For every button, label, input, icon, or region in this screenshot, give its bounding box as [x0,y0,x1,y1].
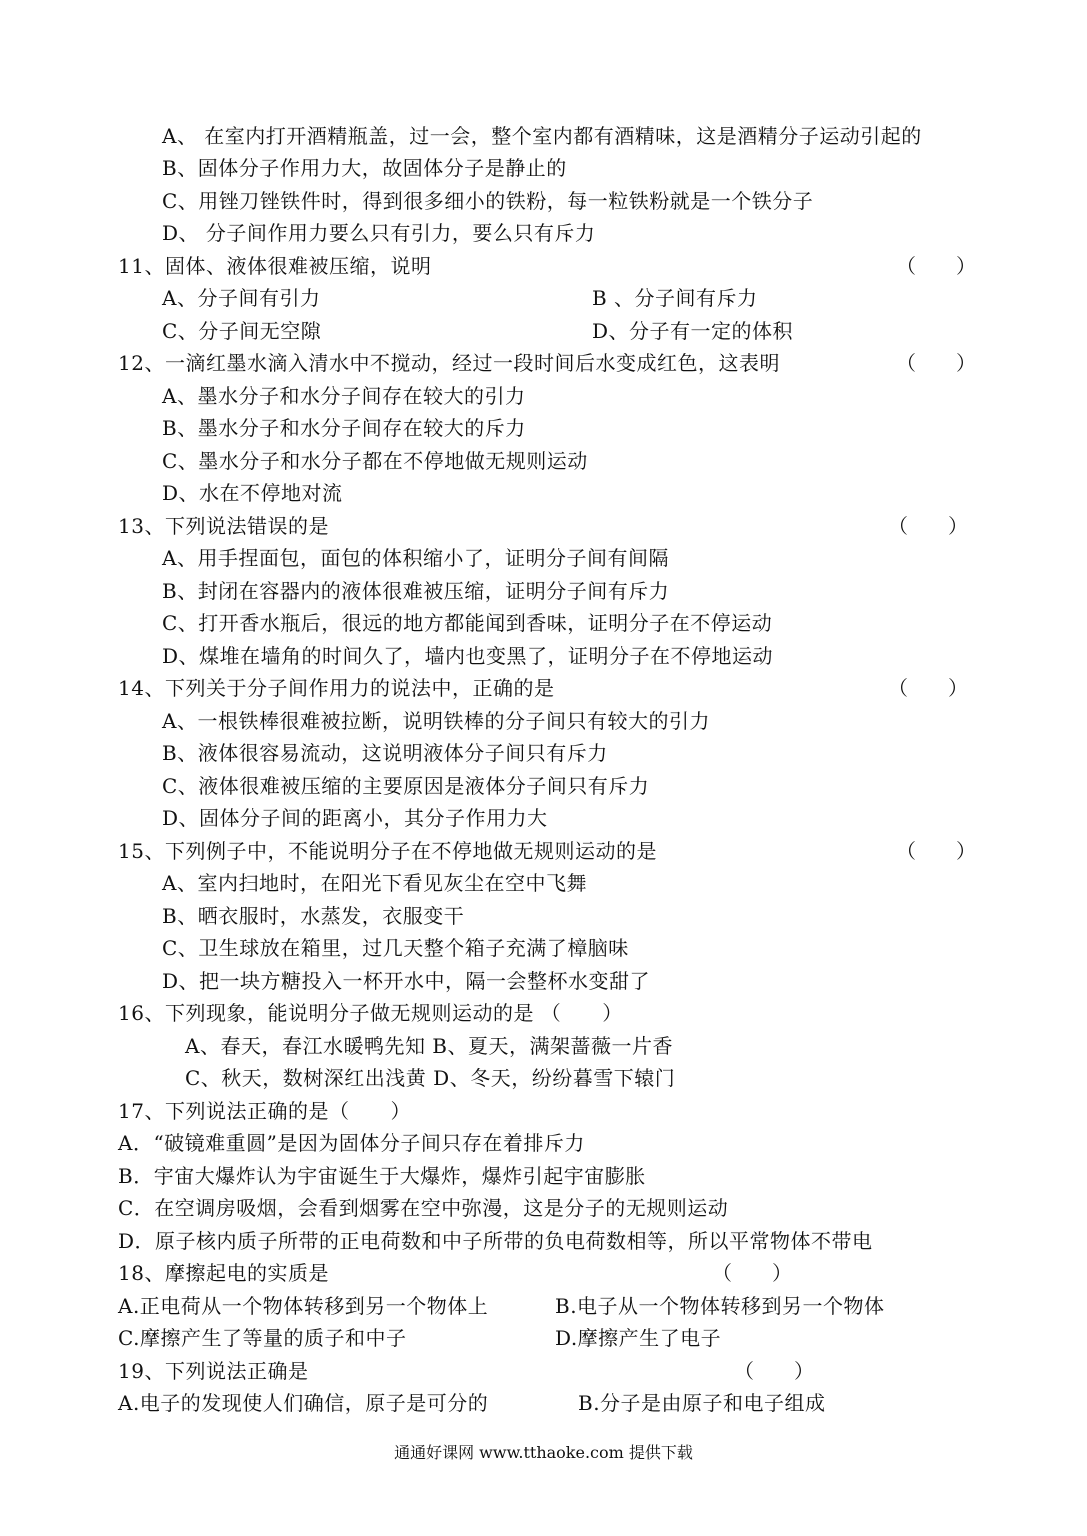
q12-option-b: B、墨水分子和水分子间存在较大的斥力 [162,416,526,440]
q13-option-c: C、打开香水瓶后，很远的地方都能闻到香味，证明分子在不停运动 [162,611,773,635]
q11-option-b: B 、分子间有斥力 [592,286,758,310]
q11-stem: 11、固体、液体很难被压缩，说明 [118,254,432,278]
q19-option-b: B.分子是由原子和电子组成 [578,1391,826,1415]
q17-stem: 17、下列说法正确的是（ ） [118,1099,411,1123]
q13-option-a: A、用手捏面包，面包的体积缩小了，证明分子间有间隔 [162,546,669,570]
q14-answer-bracket: （ ） [888,676,968,700]
q12-answer-bracket: （ ） [896,351,976,375]
q17-option-a: A．“破镜难重圆”是因为固体分子间只存在着排斥力 [118,1131,585,1155]
q18-option-d: D.摩擦产生了电子 [555,1326,722,1350]
q17-option-b: B．宇宙大爆炸认为宇宙诞生于大爆炸，爆炸引起宇宙膨胀 [118,1164,646,1188]
q11-answer-bracket: （ ） [896,254,976,278]
q10-option-b: B、固体分子作用力大，故固体分子是静止的 [162,156,567,180]
q11-option-a: A、分子间有引力 [162,286,321,310]
q14-stem: 14、下列关于分子间作用力的说法中，正确的是 [118,676,555,700]
q15-option-c: C、卫生球放在箱里，过几天整个箱子充满了樟脑味 [162,936,629,960]
q18-stem: 18、摩擦起电的实质是 [118,1261,329,1285]
q14-option-b: B、液体很容易流动，这说明液体分子间只有斥力 [162,741,608,765]
q10-option-c: C、用锉刀锉铁件时，得到很多细小的铁粉，每一粒铁粉就是一个铁分子 [162,189,814,213]
q12-stem: 12、一滴红墨水滴入清水中不搅动，经过一段时间后水变成红色，这表明 [118,351,780,375]
page-footer: 通通好课网 www.tthaoke.com 提供下载 [394,1443,693,1462]
q11-option-c: C、分子间无空隙 [162,319,322,343]
q16-stem: 16、下列现象，能说明分子做无规则运动的是 （ ） [118,1001,623,1025]
q10-option-a: A、 在室内打开酒精瓶盖，过一会，整个室内都有酒精味，这是酒精分子运动引起的 [162,124,922,148]
q18-answer-bracket: （ ） [712,1261,792,1285]
q15-option-a: A、室内扫地时，在阳光下看见灰尘在空中飞舞 [162,871,587,895]
q17-option-d: D．原子核内质子所带的正电荷数和中子所带的负电荷数相等，所以平常物体不带电 [118,1229,873,1253]
q16-options-cd: C、秋天，数树深红出浅黄 D、冬天，纷纷暮雪下辕门 [185,1066,676,1090]
q10-option-d: D、 分子间作用力要么只有引力，要么只有斥力 [162,221,596,245]
q18-option-a: A.正电荷从一个物体转移到另一个物体上 [118,1294,489,1318]
q11-option-d: D、分子有一定的体积 [592,319,794,343]
q18-option-c: C.摩擦产生了等量的质子和中子 [118,1326,407,1350]
q13-option-d: D、煤堆在墙角的时间久了，墙内也变黑了，证明分子在不停地运动 [162,644,774,668]
q16-options-ab: A、春天，春江水暖鸭先知 B、夏天，满架蔷薇一片香 [185,1034,673,1058]
q12-option-a: A、墨水分子和水分子间存在较大的引力 [162,384,526,408]
q15-stem: 15、下列例子中，不能说明分子在不停地做无规则运动的是 [118,839,657,863]
q15-option-b: B、晒衣服时，水蒸发，衣服变干 [162,904,465,928]
q12-option-d: D、水在不停地对流 [162,481,343,505]
q17-option-c: C．在空调房吸烟，会看到烟雾在空中弥漫，这是分子的无规则运动 [118,1196,729,1220]
q18-option-b: B.电子从一个物体转移到另一个物体 [555,1294,885,1318]
q19-answer-bracket: （ ） [734,1359,814,1383]
q13-option-b: B、封闭在容器内的液体很难被压缩，证明分子间有斥力 [162,579,670,603]
q19-stem: 19、下列说法正确是 [118,1359,309,1383]
q13-answer-bracket: （ ） [888,514,968,538]
q12-option-c: C、墨水分子和水分子都在不停地做无规则运动 [162,449,588,473]
q14-option-c: C、液体很难被压缩的主要原因是液体分子间只有斥力 [162,774,650,798]
q14-option-d: D、固体分子间的距离小，其分子作用力大 [162,806,548,830]
q14-option-a: A、一根铁棒很难被拉断，说明铁棒的分子间只有较大的引力 [162,709,710,733]
q19-option-a: A.电子的发现使人们确信，原子是可分的 [118,1391,489,1415]
q15-answer-bracket: （ ） [896,839,976,863]
q13-stem: 13、下列说法错误的是 [118,514,329,538]
q15-option-d: D、把一块方糖投入一杯开水中，隔一会整杯水变甜了 [162,969,651,993]
